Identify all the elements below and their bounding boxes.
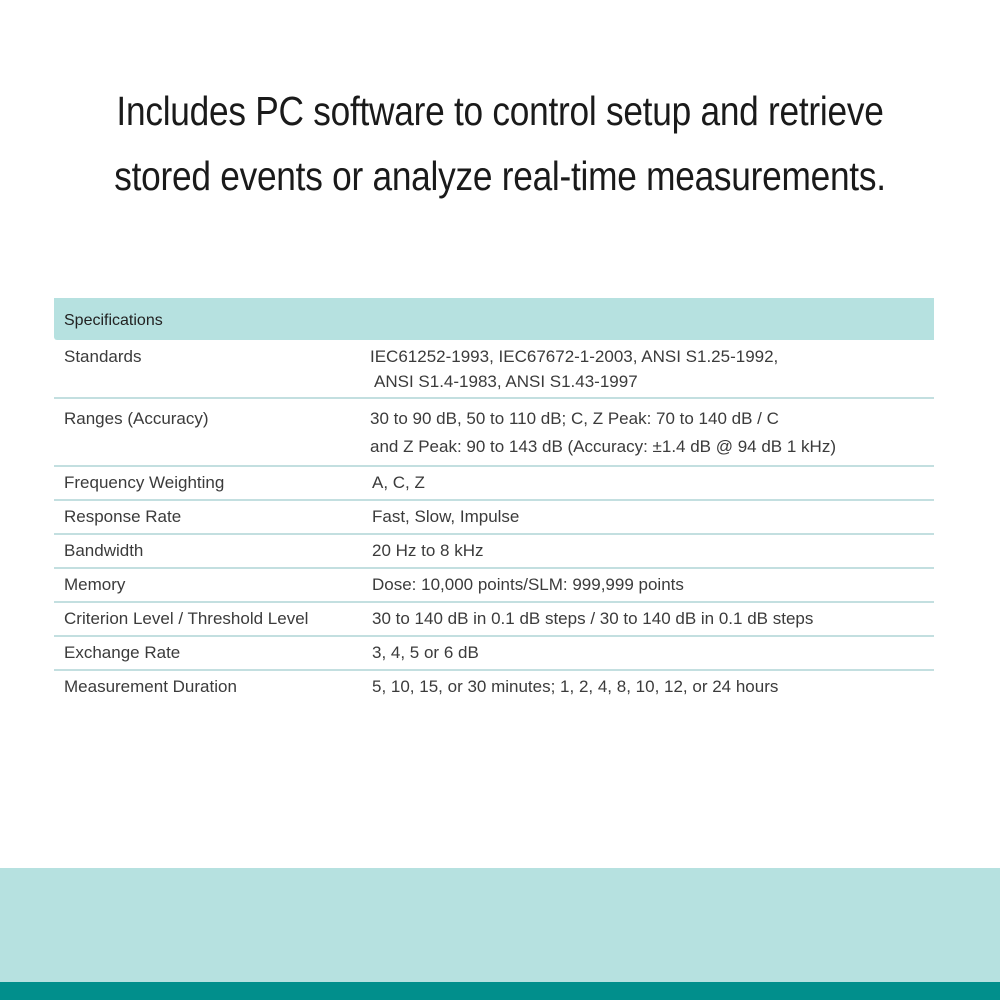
spec-label: Response Rate (64, 507, 182, 526)
headline-line-2: stored events or analyze real-time measurements. (114, 153, 886, 200)
specifications-table (54, 298, 934, 705)
spec-value (354, 405, 934, 465)
spec-row-exchange-rate (54, 637, 934, 671)
spec-value-line: IEC61252-1993, IEC67672-1-2003, ANSI S1.25-1992, (370, 347, 779, 366)
spec-value: A, C, Z (372, 473, 425, 492)
spec-row-ranges (54, 399, 934, 467)
spec-value-line: and Z Peak: 90 to 143 dB (Accuracy: ±1.4 dB @ 94 dB 1 kHz) (370, 437, 836, 456)
spec-value: 5, 10, 15, or 30 minutes; 1, 2, 4, 8, 10, 12, or 24 hours (372, 677, 779, 696)
spec-label: Measurement Duration (64, 677, 237, 696)
spec-row-frequency-weighting (54, 467, 934, 501)
specifications-header: Specifications (54, 298, 934, 340)
spec-row-response-rate (54, 501, 934, 535)
spec-label: Frequency Weighting (64, 473, 225, 492)
spec-value: 20 Hz to 8 kHz (372, 541, 484, 560)
footer-strip (0, 982, 1000, 1000)
spec-row-measurement-duration (54, 671, 934, 705)
spec-label: Ranges (Accuracy) (64, 409, 209, 428)
spec-label: Bandwidth (64, 541, 144, 560)
spec-row-standards (54, 340, 934, 399)
spec-label: Criterion Level / Threshold Level (64, 609, 309, 628)
spec-label: Exchange Rate (64, 643, 181, 662)
spec-row-memory (54, 569, 934, 603)
headline-line-1: Includes PC software to control setup and retrieve (116, 88, 884, 135)
spec-value: Dose: 10,000 points/SLM: 999,999 points (372, 575, 684, 594)
spec-row-criterion-level (54, 603, 934, 637)
spec-value-line: 30 to 90 dB, 50 to 110 dB; C, Z Peak: 70 to 140 dB / C (370, 409, 779, 428)
spec-value (354, 344, 934, 397)
spec-row-bandwidth (54, 535, 934, 569)
headline (70, 79, 930, 209)
spec-value: 3, 4, 5 or 6 dB (372, 643, 479, 662)
footer-band (0, 868, 1000, 982)
spec-value-line: ANSI S1.4-1983, ANSI S1.43-1997 (374, 372, 638, 391)
spec-label: Standards (64, 347, 142, 366)
spec-value: 30 to 140 dB in 0.1 dB steps / 30 to 140 dB in 0.1 dB steps (372, 609, 814, 628)
spec-label: Memory (64, 575, 126, 594)
spec-value: Fast, Slow, Impulse (372, 507, 520, 526)
